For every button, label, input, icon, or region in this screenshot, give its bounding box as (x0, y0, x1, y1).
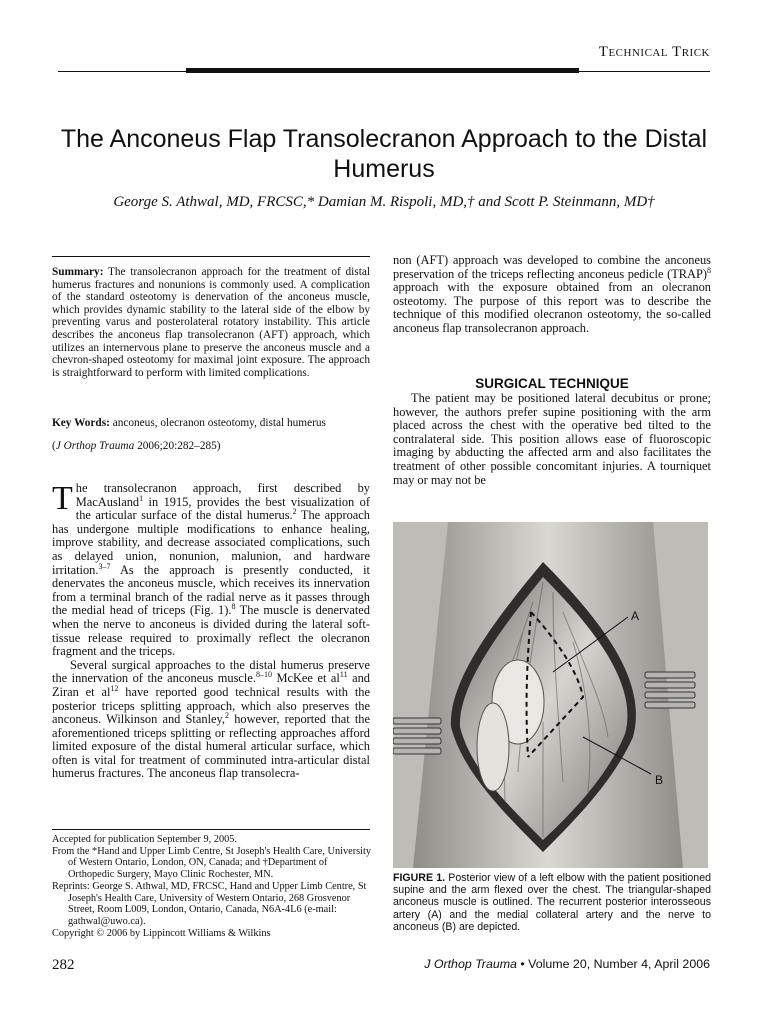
caption-text: Posterior view of a left elbow with the patient positioned supine and the arm flexed over the chest. The triangular-shaped anconeus muscle is outlined. The recurrent posterior interosseous artery (A) and the medial collateral artery and the nerve to anconeus (B) are depicted. (393, 872, 711, 933)
body-paragraph-1: The transolecranon approach, first described by MacAusland$^1$ in 1915, provides the best visualization of the articular surface of the distal humerus.$^2$ The approach has undergone multiple modifications to enhance healing, improve stability, and decrease associated complications, such as delayed union, nonunion, malunion, and hardware irritation.$^{3-7}$ As the approach is presently conducted, it denervates the anconeus muscle, which receives its innervation from a terminal branch of the radial nerve as it passes through the medial head of triceps (Fig. 1).$^8$ The muscle is denervated when the nerve to anconeus is divided during the lateral soft-tissue release required to proximally reflect the olecranon fragment and the triceps. (52, 480, 370, 659)
figure-1-illustration (393, 522, 708, 868)
figure-label-a: A (631, 609, 640, 623)
figure-label-b: B (655, 773, 664, 787)
section-heading-surgical-technique: SURGICAL TECHNIQUE (475, 376, 629, 391)
footnote-affiliations: From the *Hand and Upper Limb Centre, St Joseph's Health Care, University of Western Ontario, London, ON, Canada; and †Department of Orthopedic Surgery, Mayo Clinic Rochester, MN. (52, 845, 371, 881)
keywords-label: Key Words: (52, 417, 110, 429)
citation-details: 2006;20:282–285) (137, 440, 221, 452)
article-title: The Anconeus Flap Transolecranon Approach to the Distal Humerus (60, 125, 708, 183)
elbow-illustration (393, 522, 708, 868)
footnote-reprints: Reprints: George S. Athwal, MD, FRCSC, Hand and Upper Limb Centre, St Joseph's Health Care, University of Western Ontario, 268 Grosvenor Street, Room L009, London, Ontario, Canada, N6A-4L6 (e-mail: gathwal@uwo.ca). (52, 880, 367, 927)
abstract (52, 266, 370, 379)
footnote-rule (52, 829, 370, 830)
body-left-column (52, 482, 370, 781)
body-right-technique (393, 392, 711, 487)
journal-name: J Orthop Trauma (424, 957, 517, 971)
figure-1-caption (393, 872, 711, 933)
body-paragraph-2: Several surgical approaches to the distal humerus preserve the innervation of the anconeus muscle.$^{8-10}$ McKee et $al^{11}$ and Ziran et $al^{12}$ have reported good technical results with the posterior triceps splitting approach, which also preserves the anconeus. Wilkinson and Stanley,$^2$ however, reported that the aforementioned triceps splitting or reflecting approaches afford limited exposure of the distal humeral articular surface, which often is vital for treatment of comminuted intra-articular distal humerus fractures. The anconeus flap transolecra- (52, 657, 371, 781)
body-right-intro (393, 254, 711, 336)
journal-issue: • Volume 20, Number 4, April 2006 (516, 957, 710, 971)
summary-label: Summary: (52, 266, 104, 278)
footnote-copyright: Copyright © 2006 by Lippincott Williams & Wilkins (52, 927, 271, 939)
keywords-text: anconeus, olecranon osteotomy, distal humerus (112, 417, 326, 429)
article-authors: George S. Athwal, MD, FRCSC,* Damian M. Rispoli, MD,† and Scott P. Steinmann, MD† (113, 194, 655, 210)
page-number: 282 (52, 957, 75, 973)
caption-label: FIGURE 1. (393, 872, 446, 884)
abstract-top-rule (52, 256, 370, 257)
drop-cap: T (52, 480, 73, 517)
citation: (J Orthop Trauma 2006;20:282–285) (52, 440, 221, 452)
footnote-accepted: Accepted for publication September 9, 2005. (52, 834, 238, 845)
body-paragraph-3: non (AFT) approach was developed to combine the anconeus preservation of the triceps reflecting anconeus pedicle (TRAP)$^8$ approach with the exposure obtained from an olecranon osteotomy. The purpose of this report was to describe the technique of this modified olecranon osteotomy, the so-called anconeus flap transolecranon approach. (393, 253, 711, 335)
keywords (52, 417, 370, 430)
footnotes (52, 834, 372, 939)
section-label: Technical Trick (598, 44, 710, 60)
ulna-bone (477, 703, 509, 791)
summary-text: The transolecranon approach for the treatment of distal humerus fractures and nonunions is commonly used. A complication of the standard osteotomy is denervation of the anconeus muscle, which provides dynamic stability to the lateral side of the elbow by preventing varus and posterolateral rotatory instability. This article describes the anconeus flap transolecranon (AFT) approach, which utilizes an internervous plane to preserve the anconeus muscle and a chevron-shaped osteotomy for maximal joint exposure. The approach is straightforward to perform with limited complications. (52, 266, 370, 379)
body-paragraph-4: The patient may be positioned lateral decubitus or prone; however, the authors prefer supine positioning with the arm placed across the chest with the operative bed tilted to the contralateral side. This position allows ease of fluoroscopic imaging by abducting the affected arm and also facilitates the treatment of other possible concomitant injuries. A tourniquet may or may not be (393, 391, 711, 487)
header-rule-thick (186, 68, 579, 73)
citation-journal: J Orthop Trauma (55, 440, 135, 452)
journal-footer (424, 957, 710, 971)
